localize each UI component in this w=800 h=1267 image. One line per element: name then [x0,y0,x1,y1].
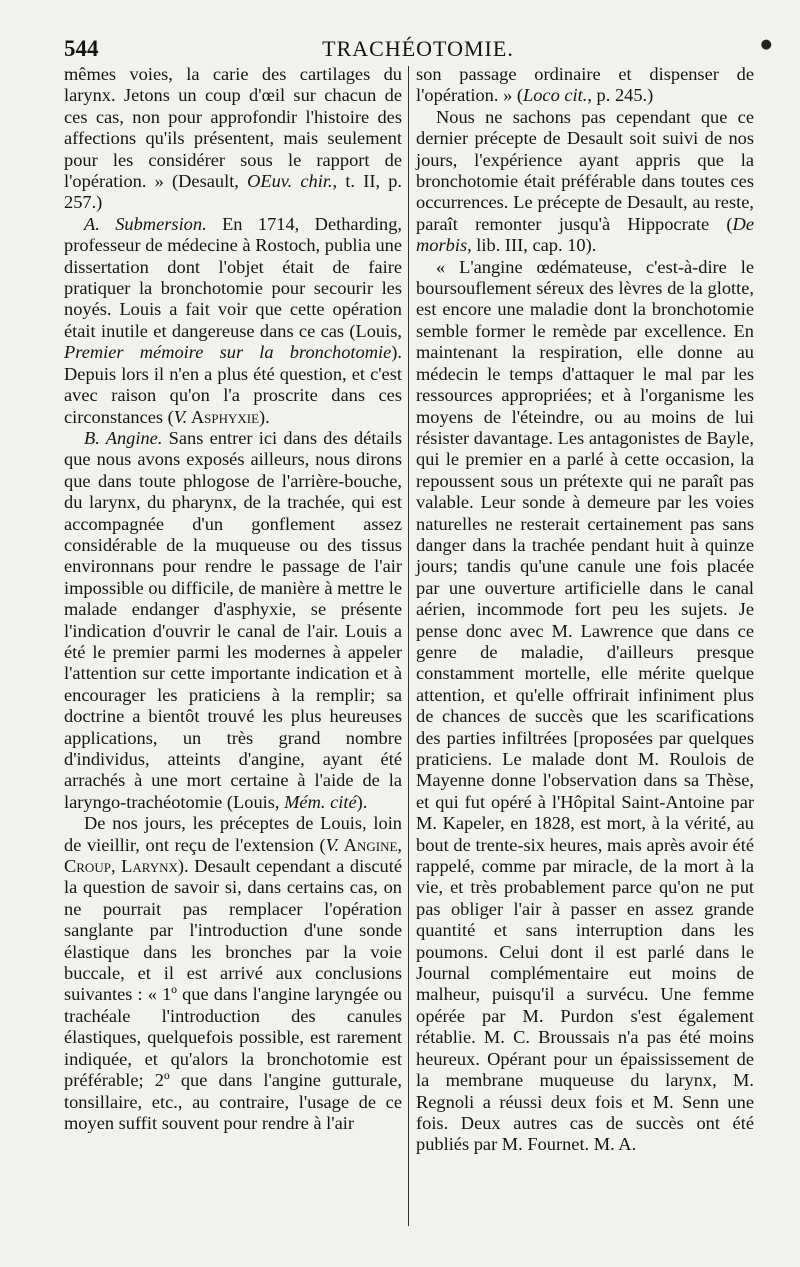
text: De nos jours, les préceptes de Louis, loin de vieillir, ont reçu de l'extension ( [64,813,402,855]
text: , p. 245.) [587,85,654,106]
section-label: A. Submersion. [84,213,207,234]
paragraph [416,107,754,257]
page-number: 544 [64,36,99,61]
right-column [416,64,754,1156]
paragraph [416,64,754,107]
text: ). Desault cependant a discuté la question de savoir si, dans certains cas, on ne pourrait pas remplacer l'opération sanglante par l'introduction d'une sonde élastique dans les bronches par la voie buccale, et il est arrivé aux conclusions suivantes : « 1º que dans l'angine laryngée ou trachéale l'introduction des canules élastiques, quelquefois possible, est rarement indiquée, et qu'alors la bronchotomie est préférable; 2º que dans l'angine gutturale, tonsillaire, etc., au contraire, l'usage de ce moyen suffit souvent pour rendre à l'air [64,856,402,1133]
text: Nous ne sachons pas cependant que ce dernier précepte de Desault soit suivi de nos jours, l'expérience ayant appris que la bronchotomie était préférable dans toutes ces occurrences. Le précepte de Desault, au reste, paraît remonter jusqu'à Hippocrate ( [416,106,754,234]
text: ). [356,791,368,812]
citation: De morbis [416,213,754,256]
text: mêmes voies, la carie des cartilages du larynx. Jetons un coup d'œil sur chacun de ces cas, non pour approfondir l'histoire des affections qu'ils présentent, mais seulement pour les considérer sous le rapport de l'opération. » (Desault, [64,64,402,192]
paragraph [64,813,402,1134]
cross-reference: Angine, Croup, Larynx [64,834,402,877]
section-label: B. Angine. [84,427,163,448]
citation: Premier mémoire sur la bronchotomie [64,342,392,363]
citation: Loco cit. [523,85,588,106]
see-reference: V. [173,406,188,427]
cross-reference: Asphyxie [187,406,260,427]
column-divider [408,66,409,1226]
left-column [64,64,402,1134]
text: ). [259,406,270,427]
text: son passage ordinaire et dispenser de l'opération. » ( [416,64,754,106]
citation: Mém. cité [284,791,357,812]
text: En 1714, Detharding, professeur de médecine à Rostoch, publia une dissertation dont l'objet était de faire pratiquer la bronchotomie pour secourir les noyés. Louis a fait voir que cette opération était inutile et dangereuse dans ce cas (Louis, [64,213,402,341]
text: « L'angine œdémateuse, c'est-à-dire le boursouflement séreux des lèvres de la glotte, est encore une maladie dont la bronchotomie semble former le remède par excellence. En maintenant la respiration, elle donne au médecin le temps d'attaquer le mal par les ressources appropriées; et à l'organisme les moyens de l'éteindre, ou au moins de lui résister davantage. Les antagonistes de Bayle, qui le premier en a parlé à cette occasion, la repoussent sous un prétexte qui ne paraît pas valable. Leur sonde à demeure par les voies naturelles ne resterait certainement pas sans danger dans la trachée pendant huit à quinze jours; tandis qu'une canule une fois placée par une ouverture artificielle dans le canal aérien, incommode fort peu les sujets. Je pense donc avec M. Lawrence que dans ce genre de maladie, d'ailleurs presque constamment mortelle, elle mérite quelque attention, et qu'elle offrirait infiniment plus de chances de succès que les scarifications des parties infiltrées [proposées par quelques praticiens. Le malade dont M. Roulois de Mayenne donne l'observation dans sa Thèse, et qui fut opéré à l'Hôpital Saint-Antoine par M. Kapeler, en 1828, est mort, à la vérité, au bout de trente-six heures, mais après avoir été rappelé, comme par miracle, de la mort à la vie, et très probablement parce qu'on ne put pas obliger l'air à passer en assez grande quantité et sans interruption dans les poumons. Celui dont il est parlé dans le Journal complémentaire eut moins de malheur, puisqu'il a survécu. Une femme opérée par M. Purdon s'est également rétablie. M. C. Broussais n'a pas été moins heureux. Opérant pour un épaississement de la membrane muqueuse du larynx, M. Regnoli a réussi deux fois et M. Senn une fois. Deux autres cas de succès ont été publiés par M. Fournet. M. A. [416,256,754,1155]
ink-spot-icon: ● [760,37,772,52]
paragraph-submersion [64,214,402,428]
text: Sans entrer ici dans des détails que nous avons exposés ailleurs, nous dirons que dans toute phlogose de l'arrière-bouche, du larynx, du pharynx, de la trachée, qui est accompagnée d'un gonflement assez considérable de la muqueuse ou des tissus environnans pour rendre le passage de l'air impossible ou difficile, de manière à mettre le malade endanger d'asphyxie, se présente l'indication d'ouvrir le canal de l'air. Louis a été le premier parmi les modernes à appeler l'attention sur cette importante indication et à encourager les praticiens à la remplir; sa doctrine a bientôt trouvé les plus heureuses applications, un très grand nombre d'individus, atteints d'angine, ayant été arrachés à une mort certaine à l'aide de la laryngo-trachéotomie (Louis, [64,427,402,812]
paragraph [64,64,402,214]
paragraph-quotation [416,257,754,1156]
paragraph-angine [64,428,402,813]
page-header [64,36,772,66]
see-reference: V. [325,834,340,855]
text: , lib. III, cap. 10). [467,235,597,256]
text: ). Depuis lors il n'en a plus été question, et c'est avec raison qu'on l'a proscrite dans ces circonstances ( [64,342,402,427]
citation: OEuv. chir. [247,171,333,192]
text: , t. II, p. 257.) [64,171,402,213]
running-title: TRACHÉOTOMIE. [322,36,514,61]
